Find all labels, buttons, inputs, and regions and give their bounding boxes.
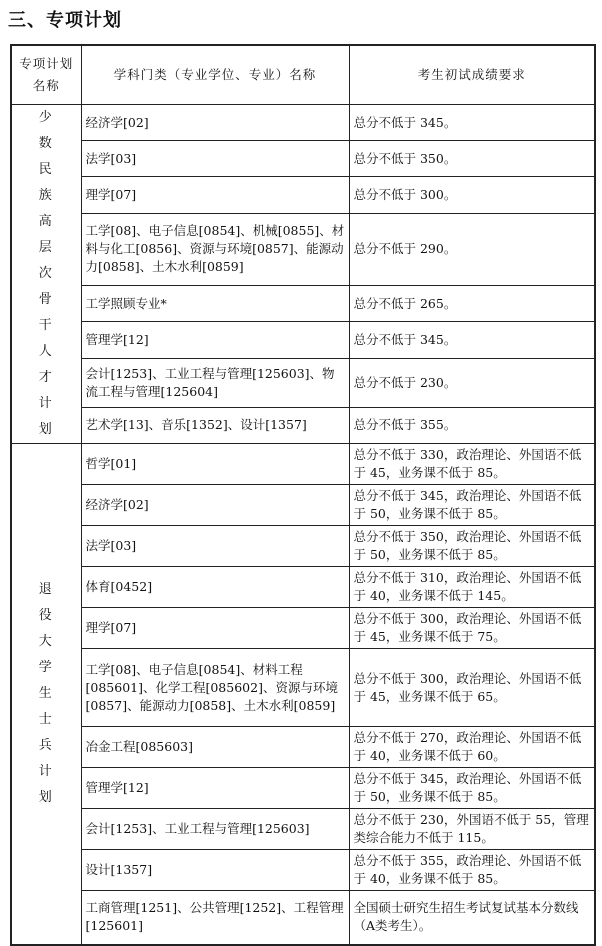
table-row [11, 850, 595, 891]
requirement-cell: 总分不低于 345。 [349, 105, 595, 141]
table-row [11, 526, 595, 567]
requirement-cell: 总分不低于 355。 [349, 407, 595, 443]
subject-cell: 工学[08]、电子信息[0854]、机械[0855]、材料与化工[0856]、资源与环境[0857]、能源动力[0858]、土木水利[0859] [81, 213, 349, 285]
subject-cell: 体育[0452] [81, 567, 349, 608]
table-row [11, 649, 595, 727]
subject-cell: 工商管理[1251]、公共管理[1252]、工程管理[125601] [81, 891, 349, 945]
requirement-cell: 总分不低于 300，政治理论、外国语不低于 45，业务课不低于 65。 [349, 649, 595, 727]
requirement-cell: 总分不低于 300。 [349, 177, 595, 213]
subject-cell: 管理学[12] [81, 322, 349, 358]
table-row [11, 105, 595, 141]
section-title: 三、专项计划 [8, 10, 122, 31]
table-row [11, 485, 595, 526]
subject-cell: 法学[03] [81, 141, 349, 177]
requirement-cell: 总分不低于 345，政治理论、外国语不低于 50，业务课不低于 85。 [349, 485, 595, 526]
requirement-cell: 总分不低于 300，政治理论、外国语不低于 45，业务课不低于 75。 [349, 608, 595, 649]
table-header-row [11, 45, 595, 105]
group-name-minority: 少数民族高层次骨干人才计划 [11, 105, 81, 444]
subject-cell: 经济学[02] [81, 485, 349, 526]
table-row [11, 444, 595, 485]
table-row [11, 891, 595, 945]
subject-cell: 工学[08]、电子信息[0854]、材料工程[085601]、化学工程[085602]、资源与环境[0857]、能源动力[0858]、土木水利[0859] [81, 649, 349, 727]
subject-cell: 冶金工程[085603] [81, 727, 349, 768]
table-row [11, 768, 595, 809]
requirement-cell: 总分不低于 270，政治理论、外国语不低于 40，业务课不低于 60。 [349, 727, 595, 768]
table-row [11, 358, 595, 407]
header-plan-name: 专项计划名称 [11, 45, 81, 105]
group-name-veteran: 退役大学生士兵计划 [11, 444, 81, 945]
table-row [11, 213, 595, 285]
requirement-cell: 总分不低于 345，政治理论、外国语不低于 50，业务课不低于 85。 [349, 768, 595, 809]
table-row [11, 286, 595, 322]
requirement-cell: 总分不低于 345。 [349, 322, 595, 358]
header-subject: 学科门类（专业学位、专业）名称 [81, 45, 349, 105]
subject-cell: 哲学[01] [81, 444, 349, 485]
requirement-cell: 总分不低于 230，外国语不低于 55，管理类综合能力不低于 115。 [349, 809, 595, 850]
subject-cell: 法学[03] [81, 526, 349, 567]
requirement-cell: 总分不低于 355，政治理论、外国语不低于 40，业务课不低于 85。 [349, 850, 595, 891]
requirement-cell: 总分不低于 350。 [349, 141, 595, 177]
header-requirement: 考生初试成绩要求 [349, 45, 595, 105]
requirement-cell: 总分不低于 265。 [349, 286, 595, 322]
requirement-cell: 总分不低于 290。 [349, 213, 595, 285]
table-row [11, 727, 595, 768]
table-row [11, 567, 595, 608]
table-row [11, 141, 595, 177]
table-row [11, 177, 595, 213]
requirement-cell: 全国硕士研究生招生考试复试基本分数线（A类考生）。 [349, 891, 595, 945]
subject-cell: 设计[1357] [81, 850, 349, 891]
subject-cell: 管理学[12] [81, 768, 349, 809]
subject-cell: 理学[07] [81, 608, 349, 649]
special-plan-table [10, 44, 596, 946]
table-row [11, 608, 595, 649]
subject-cell: 会计[1253]、工业工程与管理[125603] [81, 809, 349, 850]
subject-cell: 经济学[02] [81, 105, 349, 141]
table-row [11, 407, 595, 443]
subject-cell: 艺术学[13]、音乐[1352]、设计[1357] [81, 407, 349, 443]
subject-cell: 理学[07] [81, 177, 349, 213]
subject-cell: 会计[1253]、工业工程与管理[125603]、物流工程与管理[125604] [81, 358, 349, 407]
requirement-cell: 总分不低于 230。 [349, 358, 595, 407]
requirement-cell: 总分不低于 330，政治理论、外国语不低于 45，业务课不低于 85。 [349, 444, 595, 485]
requirement-cell: 总分不低于 350，政治理论、外国语不低于 50，业务课不低于 85。 [349, 526, 595, 567]
requirement-cell: 总分不低于 310，政治理论、外国语不低于 40，业务课不低于 145。 [349, 567, 595, 608]
table-row [11, 322, 595, 358]
table-row [11, 809, 595, 850]
subject-cell: 工学照顾专业* [81, 286, 349, 322]
